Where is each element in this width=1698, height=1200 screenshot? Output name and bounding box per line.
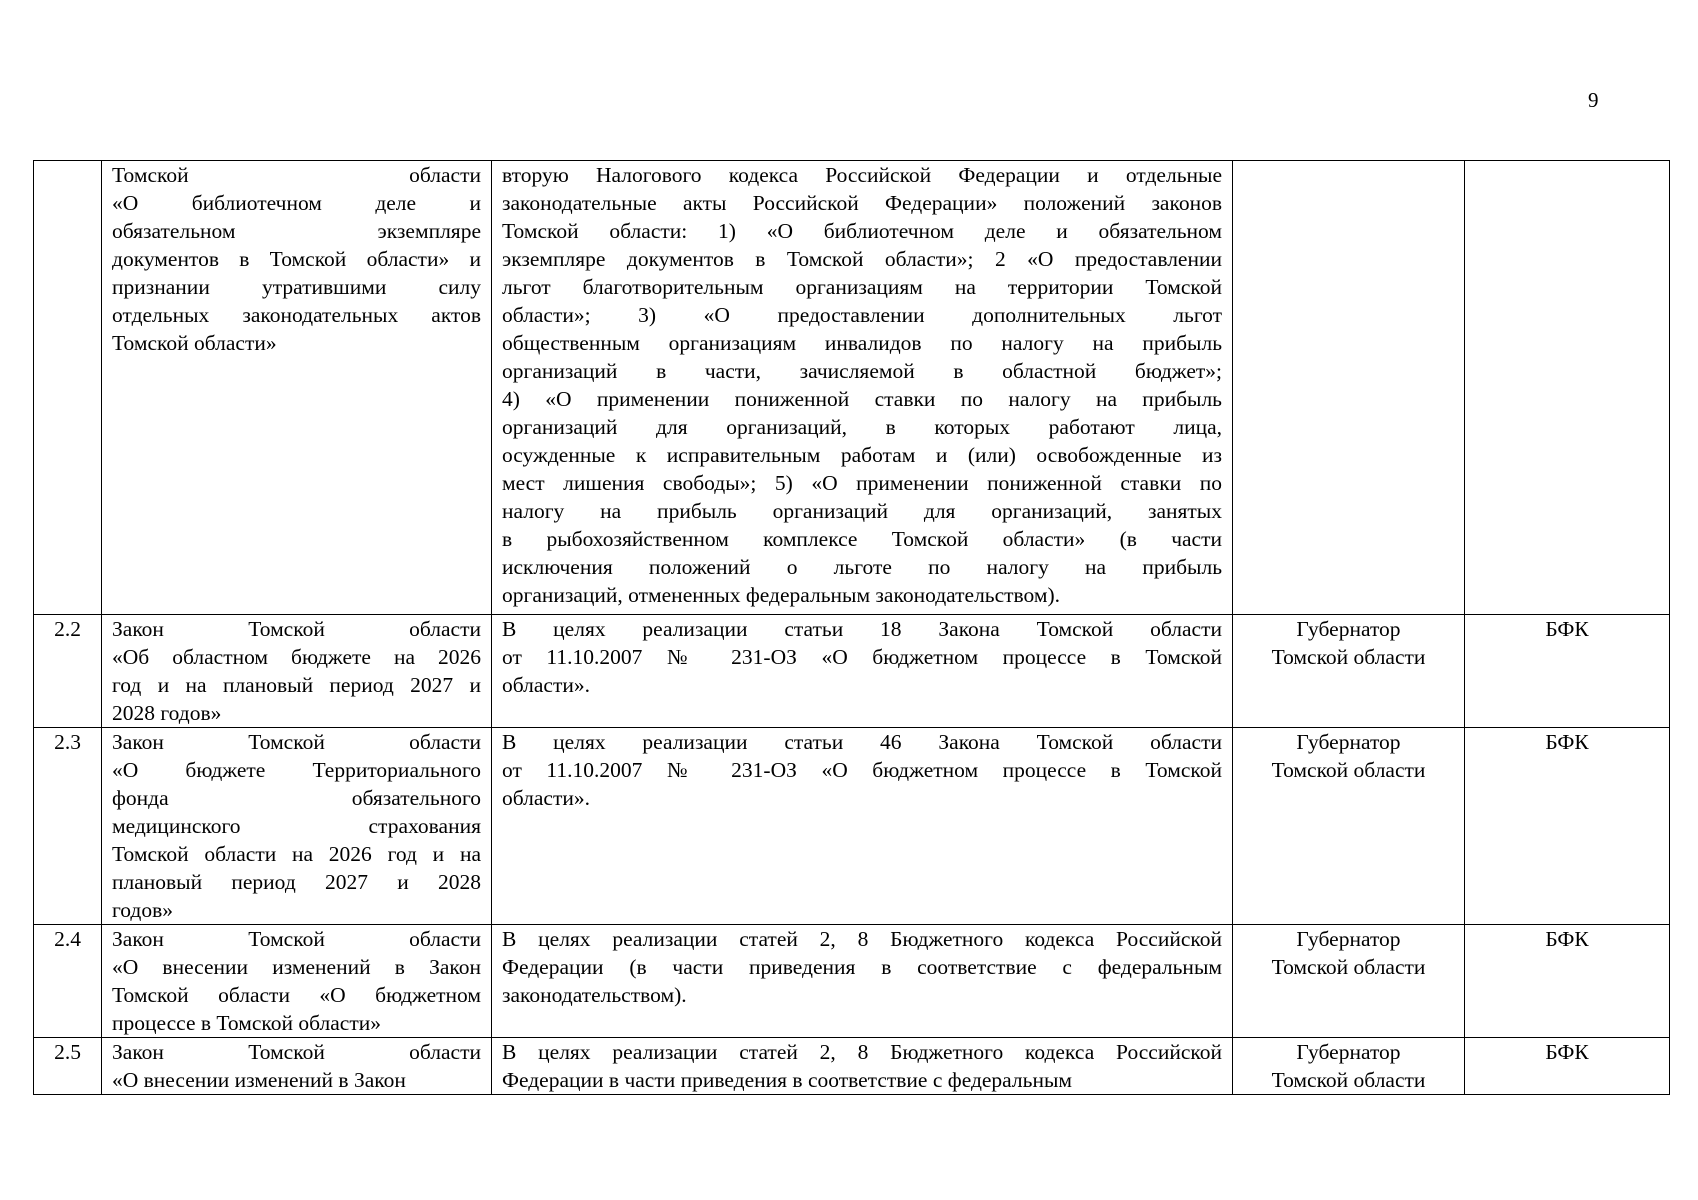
- text-line: Федерации в части приведения в соответствие с федеральным: [502, 1068, 1073, 1092]
- text-line: В целях реализации статей 2, 8 Бюджетного кодекса Российской: [502, 927, 1222, 951]
- executor-cell: БФК: [1465, 615, 1670, 728]
- text-line: В целях реализации статьи 18 Закона Томской области: [502, 617, 1222, 641]
- text-line: 4) «О применении пониженной ставки по налогу на прибыль: [502, 387, 1222, 411]
- text-line: законодательные акты Российской Федерации» положений законов: [502, 191, 1222, 215]
- text-line: от 11.10.2007 № 231-ОЗ «О бюджетном процессе в Томской: [502, 758, 1222, 782]
- text-line: В целях реализации статей 2, 8 Бюджетного кодекса Российской: [502, 1040, 1222, 1064]
- text-line: организаций, отмененных федеральным законодательством).: [502, 583, 1061, 607]
- row-number: 2.5: [34, 1038, 102, 1095]
- row-number: 2.2: [34, 615, 102, 728]
- text-line: Томской области «О бюджетном: [112, 983, 481, 1007]
- text-line: общественным организациям инвалидов по налогу на прибыль: [502, 331, 1222, 355]
- text-line: области».: [502, 786, 590, 810]
- justification-cell: [492, 161, 1233, 615]
- text-line: фонда обязательного: [112, 786, 481, 810]
- responsible-cell: [1233, 615, 1465, 728]
- text-line: Губернатор: [1296, 1040, 1401, 1064]
- responsible-cell: [1233, 728, 1465, 925]
- row-number: 2.3: [34, 728, 102, 925]
- text-line: «О внесении изменений в Закон: [112, 955, 481, 979]
- text-line: обязательном экземпляре: [112, 219, 481, 243]
- text-line: плановый период 2027 и 2028: [112, 870, 481, 894]
- text-line: Томской области: [1271, 758, 1426, 782]
- law-title-cell: [102, 925, 492, 1038]
- table-row: [34, 161, 1670, 615]
- text-line: Томской области на 2026 год и на: [112, 842, 481, 866]
- text-line: документов в Томской области» и: [112, 247, 481, 271]
- law-title-cell: [102, 615, 492, 728]
- justification-cell: [492, 728, 1233, 925]
- text-line: Губернатор: [1296, 927, 1401, 951]
- text-line: организаций для организаций, в которых работают лица,: [502, 415, 1222, 439]
- executor-cell: БФК: [1465, 925, 1670, 1038]
- text-line: признании утратившими силу: [112, 275, 481, 299]
- text-line: Закон Томской области: [112, 927, 481, 951]
- justification-cell: [492, 925, 1233, 1038]
- text-line: Закон Томской области: [112, 730, 481, 754]
- table-row: [34, 615, 1670, 728]
- text-line: исключения положений о льготе по налогу на прибыль: [502, 555, 1222, 579]
- justification-cell: [492, 615, 1233, 728]
- law-title-cell: [102, 161, 492, 615]
- table-row: [34, 728, 1670, 925]
- row-number: [34, 161, 102, 615]
- text-line: «О внесении изменений в Закон: [112, 1068, 406, 1092]
- text-line: В целях реализации статьи 46 Закона Томской области: [502, 730, 1222, 754]
- executor-cell: БФК: [1465, 1038, 1670, 1095]
- text-line: «О бюджете Территориального: [112, 758, 481, 782]
- text-line: Закон Томской области: [112, 617, 481, 641]
- text-line: «Об областном бюджете на 2026: [112, 645, 481, 669]
- text-line: экземпляре документов в Томской области»; 2 «О предоставлении: [502, 247, 1222, 271]
- justification-cell: [492, 1038, 1233, 1095]
- text-line: Томской области: [1271, 1068, 1426, 1092]
- text-line: осужденные к исправительным работам и (или) освобожденные из: [502, 443, 1222, 467]
- text-line: налогу на прибыль организаций для организаций, занятых: [502, 499, 1222, 523]
- text-line: Томской области»: [112, 331, 277, 355]
- text-line: вторую Налогового кодекса Российской Федерации и отдельные: [502, 163, 1222, 187]
- table-row: [34, 925, 1670, 1038]
- text-line: 2028 годов»: [112, 701, 222, 725]
- text-line: Федерации (в части приведения в соответствие с федеральным: [502, 955, 1222, 979]
- text-line: процессе в Томской области»: [112, 1011, 381, 1035]
- table-row: [34, 1038, 1670, 1095]
- text-line: «О библиотечном деле и: [112, 191, 481, 215]
- text-line: организаций в части, зачисляемой в областной бюджет»;: [502, 359, 1222, 383]
- text-line: медицинского страхования: [112, 814, 481, 838]
- legislation-plan-table: [33, 160, 1670, 1095]
- text-line: законодательством).: [502, 983, 687, 1007]
- text-line: отдельных законодательных актов: [112, 303, 481, 327]
- law-title-cell: [102, 728, 492, 925]
- text-line: Губернатор: [1296, 730, 1401, 754]
- responsible-cell: [1233, 161, 1465, 615]
- table-body: [34, 161, 1670, 1095]
- responsible-cell: [1233, 1038, 1465, 1095]
- law-title-cell: [102, 1038, 492, 1095]
- text-line: области»; 3) «О предоставлении дополнительных льгот: [502, 303, 1222, 327]
- text-line: год и на плановый период 2027 и: [112, 673, 481, 697]
- text-line: области».: [502, 673, 590, 697]
- executor-cell: БФК: [1465, 728, 1670, 925]
- responsible-cell: [1233, 925, 1465, 1038]
- page-number: 9: [1588, 88, 1599, 112]
- row-number: 2.4: [34, 925, 102, 1038]
- text-line: Томской области: 1) «О библиотечном деле и обязательном: [502, 219, 1222, 243]
- text-line: Томской области: [1271, 955, 1426, 979]
- text-line: от 11.10.2007 № 231-ОЗ «О бюджетном процессе в Томской: [502, 645, 1222, 669]
- text-line: льгот благотворительным организациям на территории Томской: [502, 275, 1222, 299]
- text-line: в рыбохозяйственном комплексе Томской области» (в части: [502, 527, 1222, 551]
- text-line: Томской области: [112, 163, 481, 187]
- executor-cell: [1465, 161, 1670, 615]
- text-line: Закон Томской области: [112, 1040, 481, 1064]
- text-line: Губернатор: [1296, 617, 1401, 641]
- text-line: Томской области: [1271, 645, 1426, 669]
- text-line: годов»: [112, 898, 174, 922]
- text-line: мест лишения свободы»; 5) «О применении пониженной ставки по: [502, 471, 1222, 495]
